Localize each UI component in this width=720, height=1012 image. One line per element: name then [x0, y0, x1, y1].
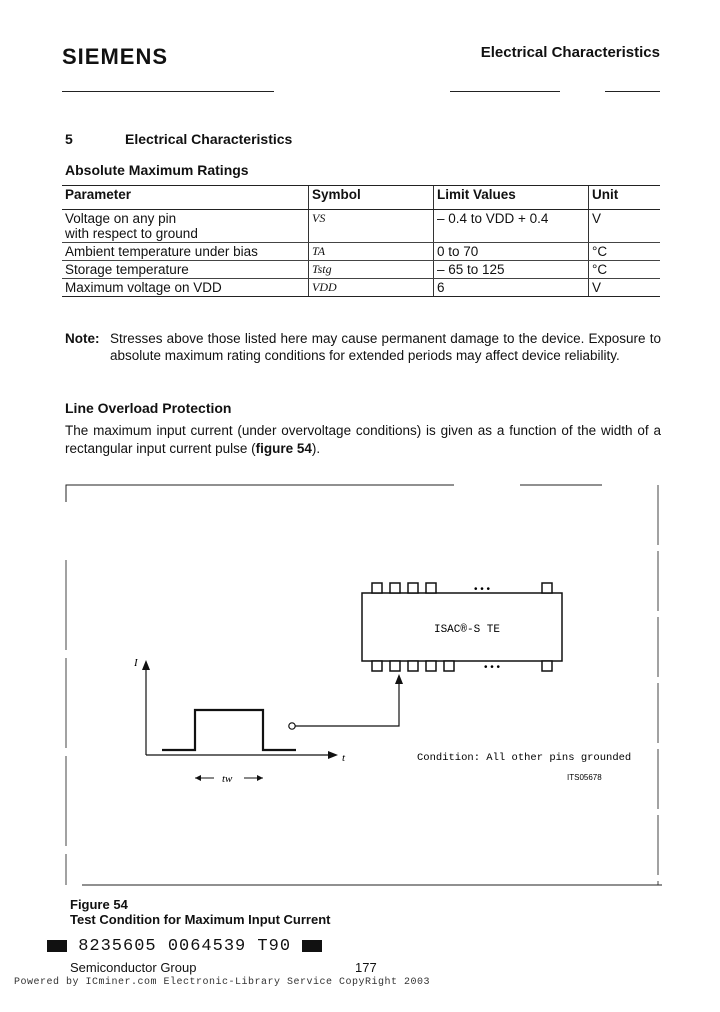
- table-header-row: [62, 186, 660, 210]
- limit-cell: – 65 to 125: [434, 261, 589, 279]
- y-axis-label: I: [134, 657, 138, 669]
- limit-cell: – 0.4 to VDD + 0.4: [434, 210, 589, 243]
- symbol-cell: VS: [309, 210, 434, 243]
- barcode-line: [47, 937, 322, 956]
- pulse-width-arrow-right: [257, 775, 263, 781]
- connection-arrow: [395, 674, 403, 684]
- footer-group: Semiconductor Group: [70, 960, 197, 975]
- symbol-cell: TA: [309, 243, 434, 261]
- limit-cell: 6: [434, 279, 589, 297]
- figure-code: ITS05678: [567, 773, 602, 782]
- note-label: Note:: [65, 331, 100, 346]
- overload-text-end: ).: [311, 441, 321, 456]
- header-title: Electrical Characteristics: [480, 44, 660, 61]
- param-text-2: with respect to ground: [65, 226, 198, 241]
- pulse-waveform: [162, 710, 296, 750]
- section-number: 5: [65, 131, 73, 147]
- table-row: [62, 279, 660, 297]
- figure-54-diagram: [62, 480, 664, 890]
- param-text: Voltage on any pin: [65, 211, 177, 226]
- col-symbol: Symbol: [309, 186, 434, 210]
- section-title: Electrical Characteristics: [125, 131, 293, 147]
- note-block: [65, 330, 661, 363]
- pin-dots-top: • • •: [473, 584, 491, 595]
- x-axis-arrow: [328, 751, 338, 759]
- table-row: [62, 210, 660, 243]
- header-rule-left: [62, 91, 274, 92]
- param-cell: Maximum voltage on VDD: [62, 279, 309, 297]
- symbol-cell: Tstg: [309, 261, 434, 279]
- pin-dots-bottom: • • •: [483, 662, 501, 673]
- connection-wire: [295, 683, 399, 726]
- param-cell: [62, 210, 309, 243]
- unit-cell: V: [589, 210, 661, 243]
- chip-label: ISAC®-S TE: [433, 624, 501, 636]
- col-parameter: Parameter: [62, 186, 309, 210]
- page-number: 177: [355, 960, 377, 975]
- col-limit: Limit Values: [434, 186, 589, 210]
- figure-caption-title: Test Condition for Maximum Input Current: [70, 912, 331, 927]
- brand-logo: SIEMENS: [62, 44, 169, 69]
- pulse-width-label: tw: [222, 773, 233, 785]
- overload-title: Line Overload Protection: [65, 400, 232, 416]
- barcode-text: 8235605 0064539 T90: [78, 937, 292, 956]
- overload-text: The maximum input current (under overvoltage conditions) is given as a function of the width of a rectangular input current pulse (: [65, 423, 661, 456]
- condition-text: Condition: All other pins grounded: [417, 752, 632, 764]
- note-text: Stresses above those listed here may cause permanent damage to the device. Exposure to absolute maximum rating conditions for extended periods may affect device reliability.: [110, 331, 661, 363]
- figure-caption-number: Figure 54: [70, 897, 128, 912]
- powered-by-footer: Powered by ICminer.com Electronic-Library Service CopyRight 2003: [14, 977, 431, 988]
- barcode-block-right: [302, 940, 322, 952]
- chip-top-pins: [372, 583, 552, 593]
- table-row: [62, 243, 660, 261]
- symbol-cell: VDD: [309, 279, 434, 297]
- figure-reference: figure 54: [255, 441, 312, 456]
- col-unit: Unit: [589, 186, 661, 210]
- unit-cell: °C: [589, 261, 661, 279]
- barcode-block-left: [47, 940, 67, 952]
- pulse-width-arrow-left: [195, 775, 201, 781]
- header-rule-right: [605, 91, 660, 92]
- header-rule-mid: [450, 91, 560, 92]
- x-axis-label: t: [342, 752, 346, 764]
- overload-paragraph: [65, 422, 661, 458]
- ratings-title: Absolute Maximum Ratings: [65, 162, 249, 178]
- y-axis-arrow: [142, 660, 150, 670]
- input-node: [289, 723, 295, 729]
- param-cell: Ambient temperature under bias: [62, 243, 309, 261]
- chip-bottom-pins: [372, 661, 552, 671]
- limit-cell: 0 to 70: [434, 243, 589, 261]
- frame-top-left: [66, 485, 454, 502]
- ratings-table: [62, 185, 660, 297]
- unit-cell: °C: [589, 243, 661, 261]
- table-row: [62, 261, 660, 279]
- unit-cell: V: [589, 279, 661, 297]
- param-cell: Storage temperature: [62, 261, 309, 279]
